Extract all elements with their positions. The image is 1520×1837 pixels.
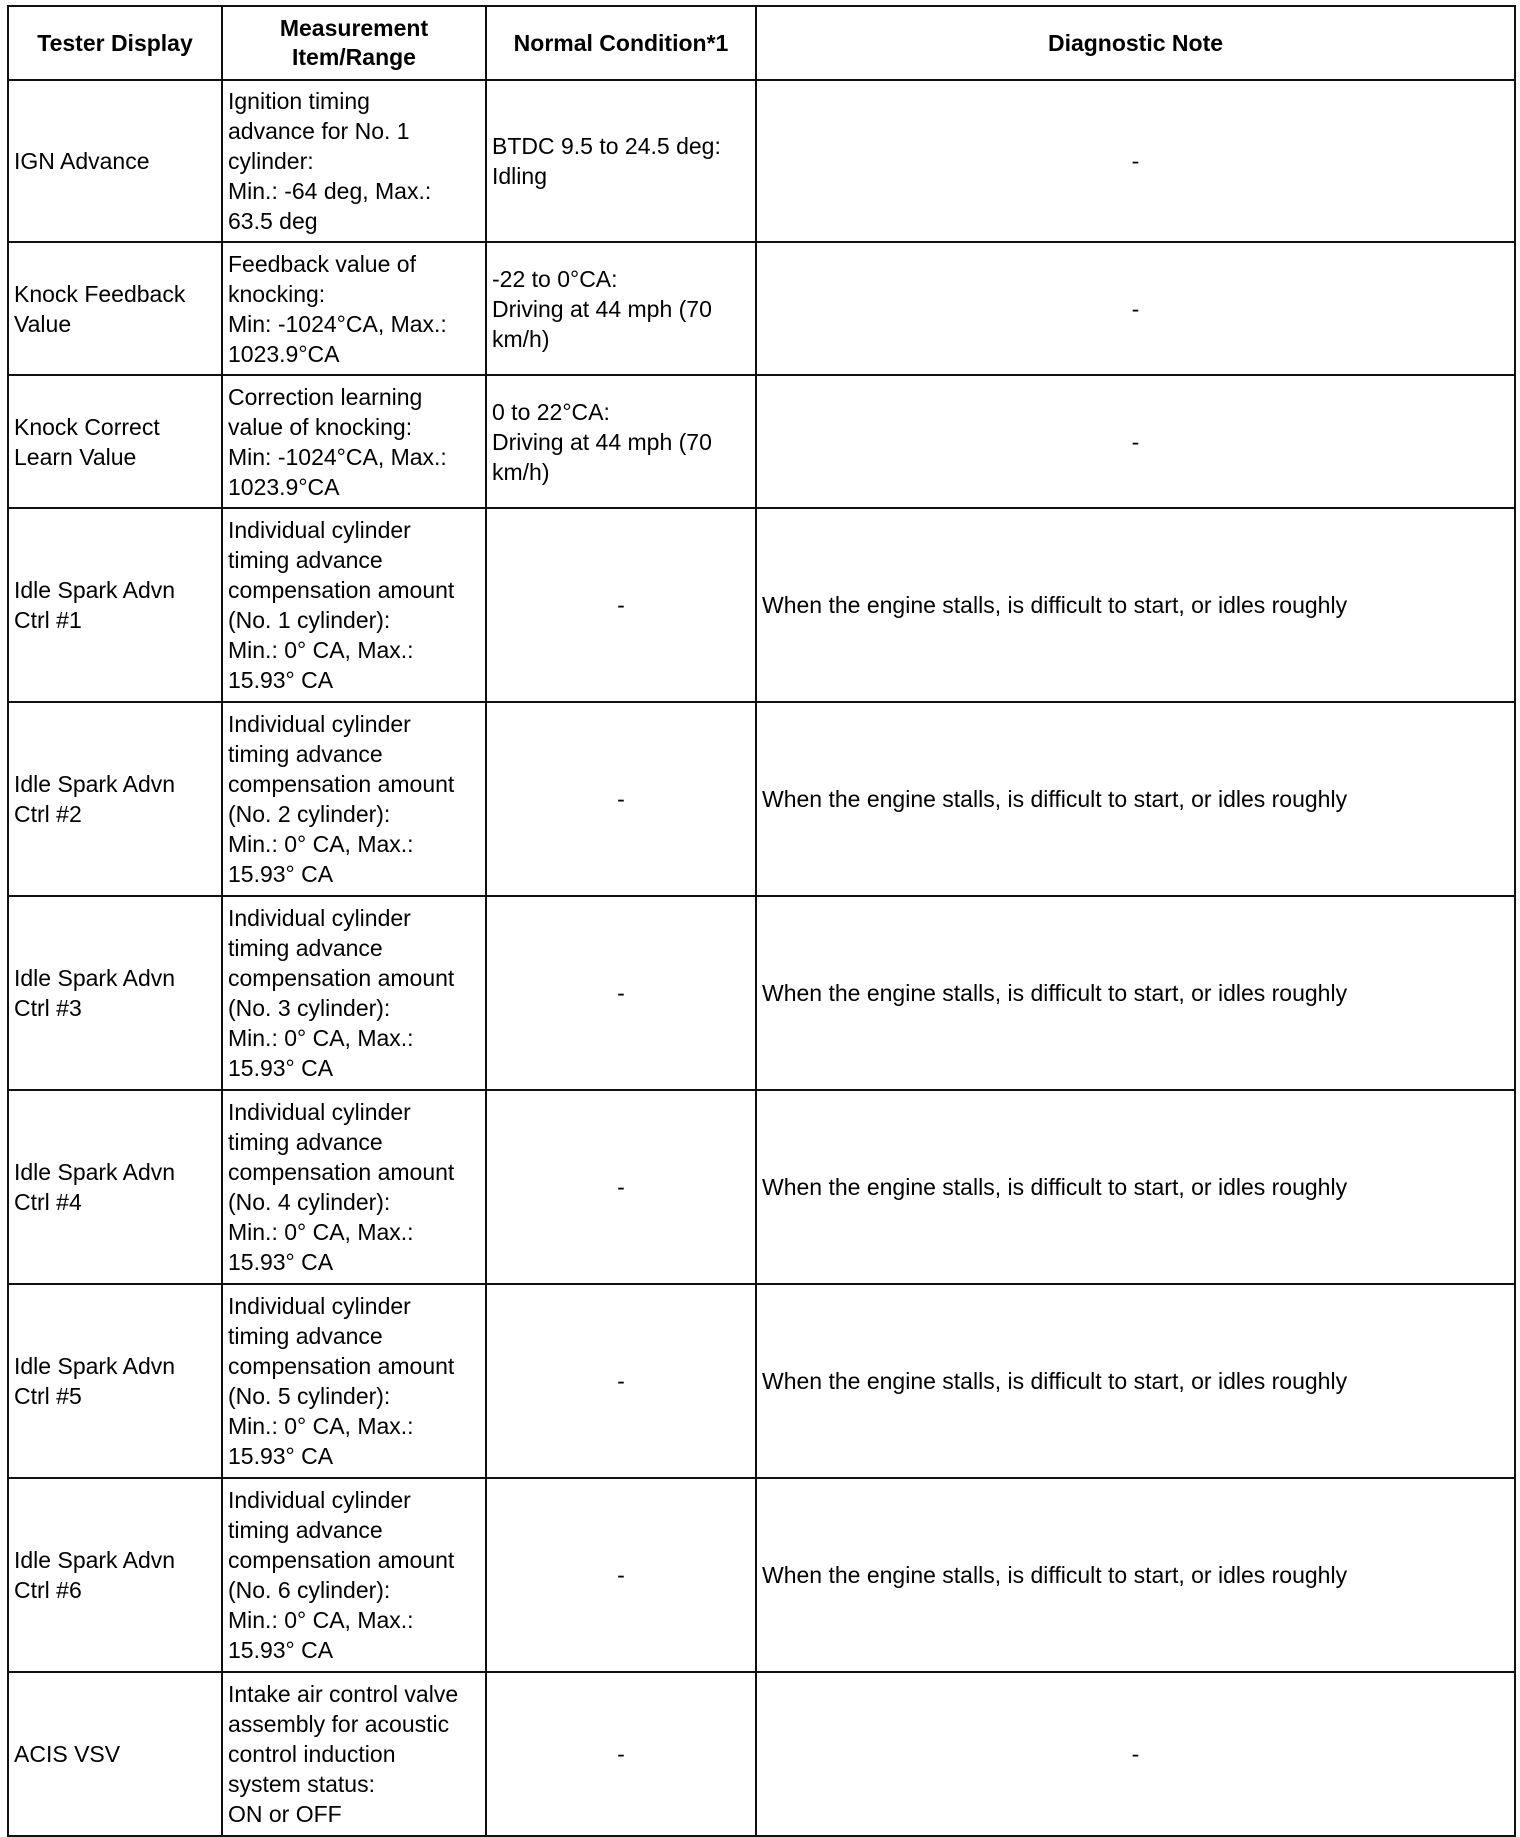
tester-display-cell: Idle Spark Advn Ctrl #3 bbox=[8, 896, 222, 1090]
diagnostic-note-cell: - bbox=[756, 375, 1515, 508]
normal-condition-cell: - bbox=[486, 896, 756, 1090]
tester-display-cell: IGN Advance bbox=[8, 80, 222, 242]
header-normal-condition: Normal Condition*1 bbox=[486, 6, 756, 80]
diagnostic-note-cell: When the engine stalls, is difficult to start, or idles roughly bbox=[756, 508, 1515, 702]
spec-table bbox=[7, 5, 1516, 1837]
diagnostic-note-cell: When the engine stalls, is difficult to start, or idles roughly bbox=[756, 1284, 1515, 1478]
diagnostic-note-cell: - bbox=[756, 80, 1515, 242]
normal-condition-cell: -22 to 0°CA: Driving at 44 mph (70 km/h) bbox=[486, 242, 756, 375]
measurement-cell: Intake air control valve assembly for acoustic control induction system status: ON or OFF bbox=[222, 1672, 486, 1836]
table-row bbox=[8, 80, 1515, 242]
measurement-cell: Individual cylinder timing advance compensation amount (No. 3 cylinder): Min.: 0° CA, Max.: 15.93° CA bbox=[222, 896, 486, 1090]
table-row bbox=[8, 702, 1515, 896]
normal-condition-cell: 0 to 22°CA: Driving at 44 mph (70 km/h) bbox=[486, 375, 756, 508]
table-row bbox=[8, 242, 1515, 375]
measurement-cell: Correction learning value of knocking: Min: -1024°CA, Max.: 1023.9°CA bbox=[222, 375, 486, 508]
normal-condition-cell: - bbox=[486, 1284, 756, 1478]
diagnostic-note-cell: When the engine stalls, is difficult to start, or idles roughly bbox=[756, 896, 1515, 1090]
measurement-cell: Ignition timing advance for No. 1 cylinder: Min.: -64 deg, Max.: 63.5 deg bbox=[222, 80, 486, 242]
normal-condition-cell: BTDC 9.5 to 24.5 deg: Idling bbox=[486, 80, 756, 242]
diagnostic-note-cell: When the engine stalls, is difficult to start, or idles roughly bbox=[756, 702, 1515, 896]
diagnostic-note-cell: When the engine stalls, is difficult to start, or idles roughly bbox=[756, 1090, 1515, 1284]
normal-condition-cell: - bbox=[486, 1478, 756, 1672]
normal-condition-cell: - bbox=[486, 1090, 756, 1284]
tester-display-cell: Idle Spark Advn Ctrl #6 bbox=[8, 1478, 222, 1672]
tester-display-cell: Idle Spark Advn Ctrl #2 bbox=[8, 702, 222, 896]
normal-condition-cell: - bbox=[486, 702, 756, 896]
header-diagnostic-note: Diagnostic Note bbox=[756, 6, 1515, 80]
table-row bbox=[8, 375, 1515, 508]
table-row bbox=[8, 1672, 1515, 1836]
measurement-cell: Individual cylinder timing advance compensation amount (No. 6 cylinder): Min.: 0° CA, Max.: 15.93° CA bbox=[222, 1478, 486, 1672]
diagnostic-note-cell: When the engine stalls, is difficult to start, or idles roughly bbox=[756, 1478, 1515, 1672]
tester-display-cell: Knock Feedback Value bbox=[8, 242, 222, 375]
header-tester-display: Tester Display bbox=[8, 6, 222, 80]
table-row bbox=[8, 896, 1515, 1090]
tester-display-cell: Idle Spark Advn Ctrl #5 bbox=[8, 1284, 222, 1478]
tester-display-cell: Idle Spark Advn Ctrl #1 bbox=[8, 508, 222, 702]
table-row bbox=[8, 1478, 1515, 1672]
table-row bbox=[8, 508, 1515, 702]
table-row bbox=[8, 1284, 1515, 1478]
tester-display-cell: Idle Spark Advn Ctrl #4 bbox=[8, 1090, 222, 1284]
normal-condition-cell: - bbox=[486, 1672, 756, 1836]
measurement-cell: Individual cylinder timing advance compensation amount (No. 5 cylinder): Min.: 0° CA, Max.: 15.93° CA bbox=[222, 1284, 486, 1478]
diagnostic-note-cell: - bbox=[756, 242, 1515, 375]
tester-display-cell: ACIS VSV bbox=[8, 1672, 222, 1836]
tester-display-cell: Knock Correct Learn Value bbox=[8, 375, 222, 508]
table-row bbox=[8, 1090, 1515, 1284]
header-row bbox=[8, 6, 1515, 80]
normal-condition-cell: - bbox=[486, 508, 756, 702]
header-measurement: Measurement Item/Range bbox=[222, 6, 486, 80]
diagnostic-note-cell: - bbox=[756, 1672, 1515, 1836]
measurement-cell: Feedback value of knocking: Min: -1024°CA, Max.: 1023.9°CA bbox=[222, 242, 486, 375]
measurement-cell: Individual cylinder timing advance compensation amount (No. 1 cylinder): Min.: 0° CA, Max.: 15.93° CA bbox=[222, 508, 486, 702]
measurement-cell: Individual cylinder timing advance compensation amount (No. 2 cylinder): Min.: 0° CA, Max.: 15.93° CA bbox=[222, 702, 486, 896]
measurement-cell: Individual cylinder timing advance compensation amount (No. 4 cylinder): Min.: 0° CA, Max.: 15.93° CA bbox=[222, 1090, 486, 1284]
